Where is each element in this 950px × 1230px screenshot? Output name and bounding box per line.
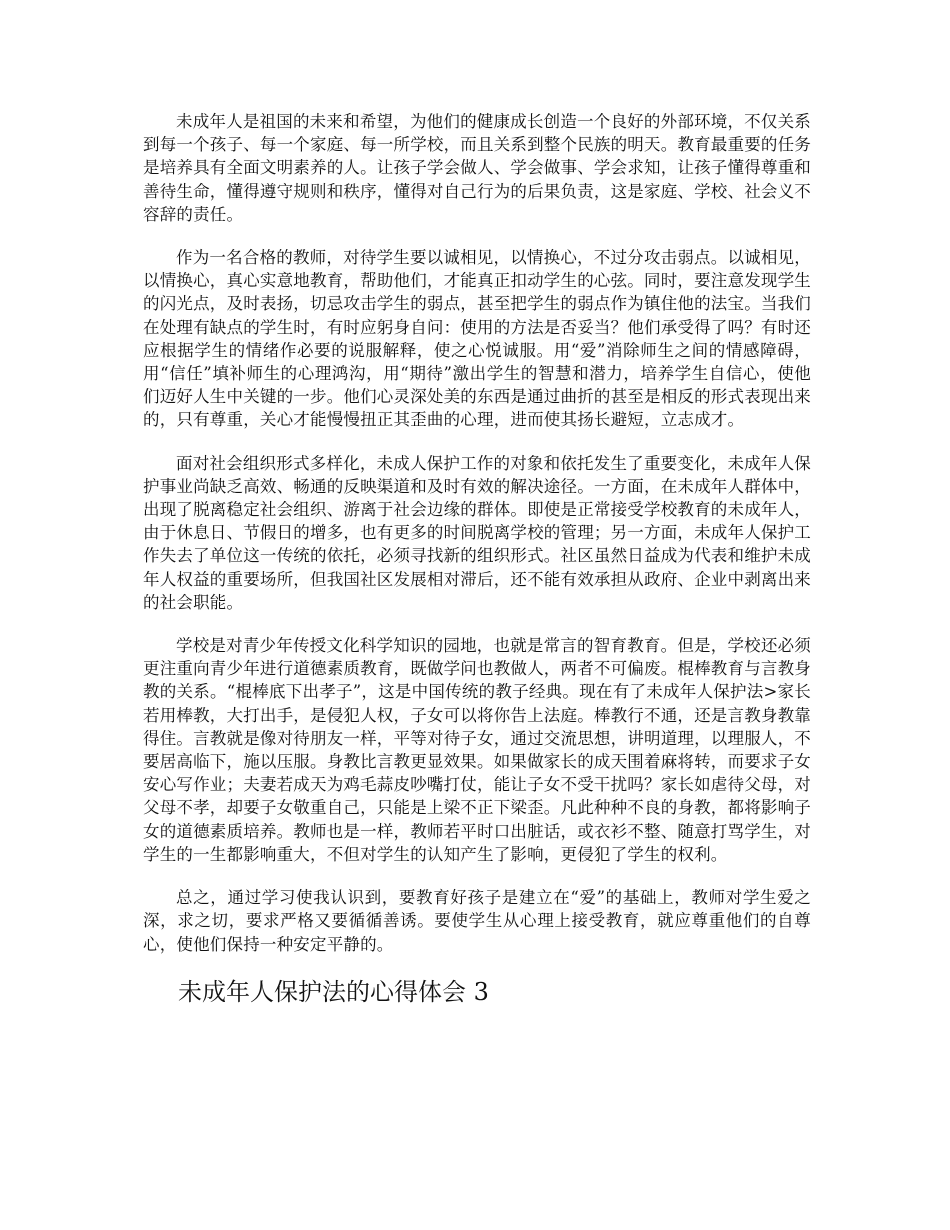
section-heading: 未成年人保护法的心得体会 3 [178,977,489,1006]
paragraph-5: 总之，通过学习使我认识到，要教育好孩子是建立在“爱”的基础上，教师对学生爱之深，求之切，要求严格又要循循善诱。要使学生从心理上接受教育，就应尊重他们的自尊心，使他们保持一种安定平静的。 [143,888,811,954]
document-page [143,110,811,1008]
paragraph-3: 面对社会组织形式多样化，未成人保护工作的对象和依托发生了重要变化，未成年人保护事业尚缺乏高效、畅通的反映渠道和及时有效的解决途径。一方面，在未成年人群体中，出现了脱离稳定社会组织、游离于社会边缘的群体。即使是正常接受学校教育的未成年人，由于休息日、节假日的增多，也有更多的时间脱离学校的管理；另一方面，未成年人保护工作失去了单位这一传统的依托，必须寻找新的组织形式。社区虽然日益成为代表和维护未成年人权益的重要场所，但我国社区发展相对滞后，还不能有效承担从政府、企业中剥离出来的社会职能。 [143,453,811,612]
paragraph-2: 作为一名合格的教师，对待学生要以诚相见，以情换心，不过分攻击弱点。以诚相见，以情换心，真心实意地教育，帮助他们，才能真正扣动学生的心弦。同时，要注意发现学生的闪光点，及时表扬，切忌攻击学生的弱点，甚至把学生的弱点作为镇住他的法宝。当我们在处理有缺点的学生时，有时应躬身自问：使用的方法是否妥当？他们承受得了吗？有时还应根据学生的情绪作必要的说服解释，使之心悦诚服。用“爱”消除师生之间的情感障碍，用“信任”填补师生的心理鸿沟，用“期待”激出学生的智慧和潜力，培养学生自信心，使他们迈好人生中关键的一步。他们心灵深处美的东西是通过曲折的甚至是相反的形式表现出来的，只有尊重，关心才能慢慢扭正其歪曲的心理，进而使其扬长避短，立志成才。 [143,248,811,430]
paragraph-4: 学校是对青少年传授文化科学知识的园地，也就是常言的智育教育。但是，学校还必须更注重向青少年进行道德素质教育，既做学问也教做人，两者不可偏废。棍棒教育与言教身教的关系。“棍棒底下出孝子”，这是中国传统的教子经典。现在有了未成年人保护法>家长若用棒教，大打出手，是侵犯人权，子女可以将你告上法庭。棒教行不通，还是言教身教靠得住。言教就是像对待朋友一样，平等对待子女，通过交流思想，讲明道理，以理服人，不要居高临下，施以压服。身教比言教更显效果。如果做家长的成天围着麻将转，而要求子女安心写作业；夫妻若成天为鸡毛蒜皮吵嘴打仗，能让子女不受干扰吗？家长如虐待父母，对父母不孝，却要子女敬重自己，只能是上梁不正下梁歪。凡此种种不良的身教，都将影响子女的道德素质培养。教师也是一样，教师若平时口出脏话，或衣衫不整、随意打骂学生，对学生的一生都影响重大，不但对学生的认知产生了影响，更侵犯了学生的权利。 [143,636,811,864]
paragraph-1: 未成年人是祖国的未来和希望，为他们的健康成长创造一个良好的外部环境，不仅关系到每一个孩子、每一个家庭、每一所学校，而且关系到整个民族的明天。教育最重要的任务是培养具有全面文明素养的人。让孩子学会做人、学会做事、学会求知，让孩子懂得尊重和善待生命，懂得遵守规则和秩序，懂得对自己行为的后果负责，这是家庭、学校、社会义不容辞的责任。 [143,112,811,224]
